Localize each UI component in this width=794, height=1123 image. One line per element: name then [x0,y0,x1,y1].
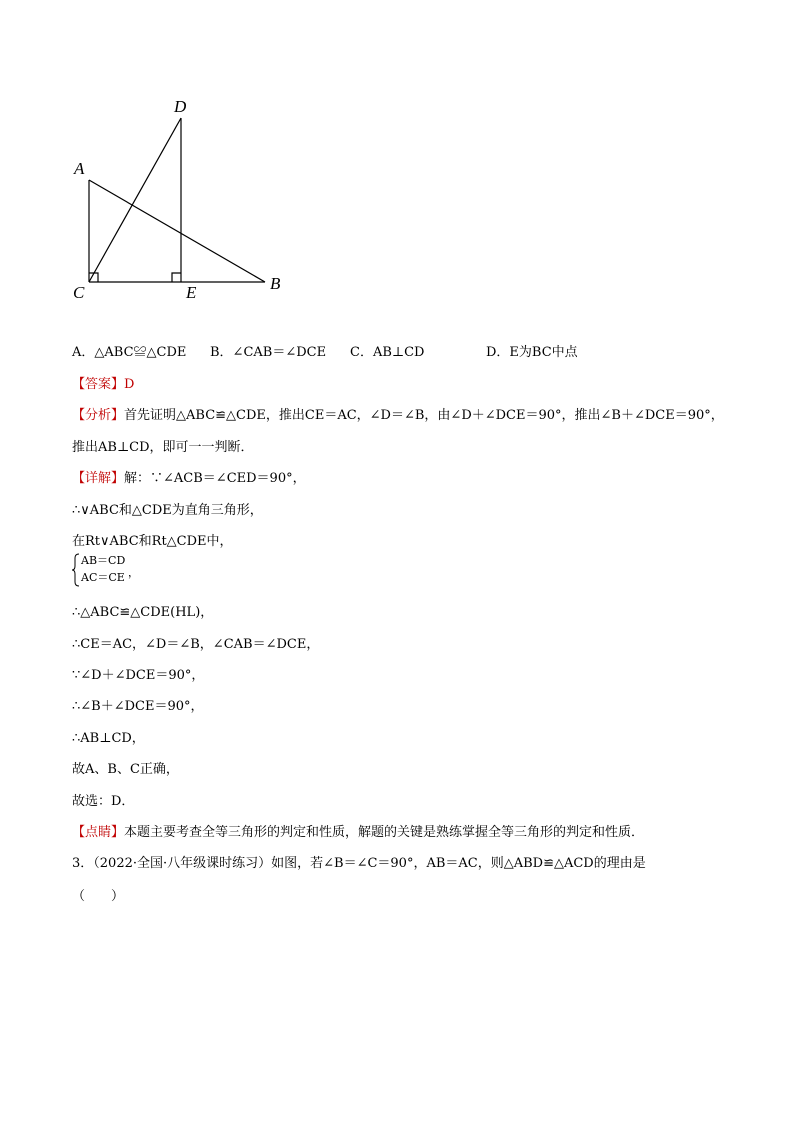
analysis-text-1: 首先证明△ABC≌△CDE，推出CE＝AC，∠D＝∠B，由∠D＋∠DCE＝90°，推出∠B＋∠DCE＝90°， [124,408,724,423]
detail-line-9: 故A、B、C正确， [72,762,179,777]
comment-text: 本题主要考查全等三角形的判定和性质，解题的关键是熟练掌握全等三角形的判定和性质． [124,825,645,840]
segment-cd [89,118,181,282]
detail-line-7: ∴∠B＋∠DCE＝90°， [72,699,204,714]
answer-value: D [124,377,135,392]
option-a: A．△ABC≌△CDE [72,345,187,360]
detail-line-1 [72,467,306,486]
option-d: D．E为BC中点 [486,345,578,360]
label-b: B [270,274,281,293]
label-c: C [73,283,85,302]
option-c: C．AB⊥CD [350,345,425,360]
system-eq-1: AB＝CD [81,554,126,567]
left-brace [72,553,80,587]
detail-tag: 【详解】 [72,471,125,486]
detail-line-10: 故选：D． [72,794,135,809]
analysis-line-2: 推出AB⊥CD，即可一一判断． [72,440,254,455]
answer-line [72,373,134,392]
system-eq-2: AC＝CE [81,571,125,584]
analysis-line-1 [72,404,724,423]
segment-ab [89,180,265,282]
geometry-figure [0,0,794,320]
analysis-tag: 【分析】 [72,408,125,423]
system-comma: ， [128,566,139,579]
detail-line-6: ∵∠D＋∠DCE＝90°， [72,668,205,683]
detail-text-1: 解：∵∠ACB＝∠CED＝90°， [124,471,306,486]
label-d: D [174,97,187,116]
detail-line-3: 在Rt∨ABC和Rt△CDE中， [72,534,233,549]
comment-tag: 【点睛】 [72,825,125,840]
label-e: E [186,283,197,302]
comment-line [72,821,644,840]
detail-line-2: ∴∨ABC和△CDE为直角三角形， [72,503,263,518]
detail-line-4: ∴△ABC≌△CDE(HL)， [72,605,214,620]
question-3-line-2: （ ） [72,889,125,904]
detail-line-5: ∴CE＝AC，∠D＝∠B，∠CAB＝∠DCE， [72,637,320,652]
answer-tag: 【答案】 [72,377,125,392]
detail-line-8: ∴AB⊥CD， [72,731,145,746]
option-b: B．∠CAB＝∠DCE [210,345,327,360]
right-angle-mark-e [172,273,181,282]
label-a: A [74,159,85,178]
question-3-line-1: 3．（2022·全国·八年级课时练习）如图，若∠B＝∠C＝90°，AB＝AC，则△ABD≌△ACD的理由是 [72,856,646,871]
